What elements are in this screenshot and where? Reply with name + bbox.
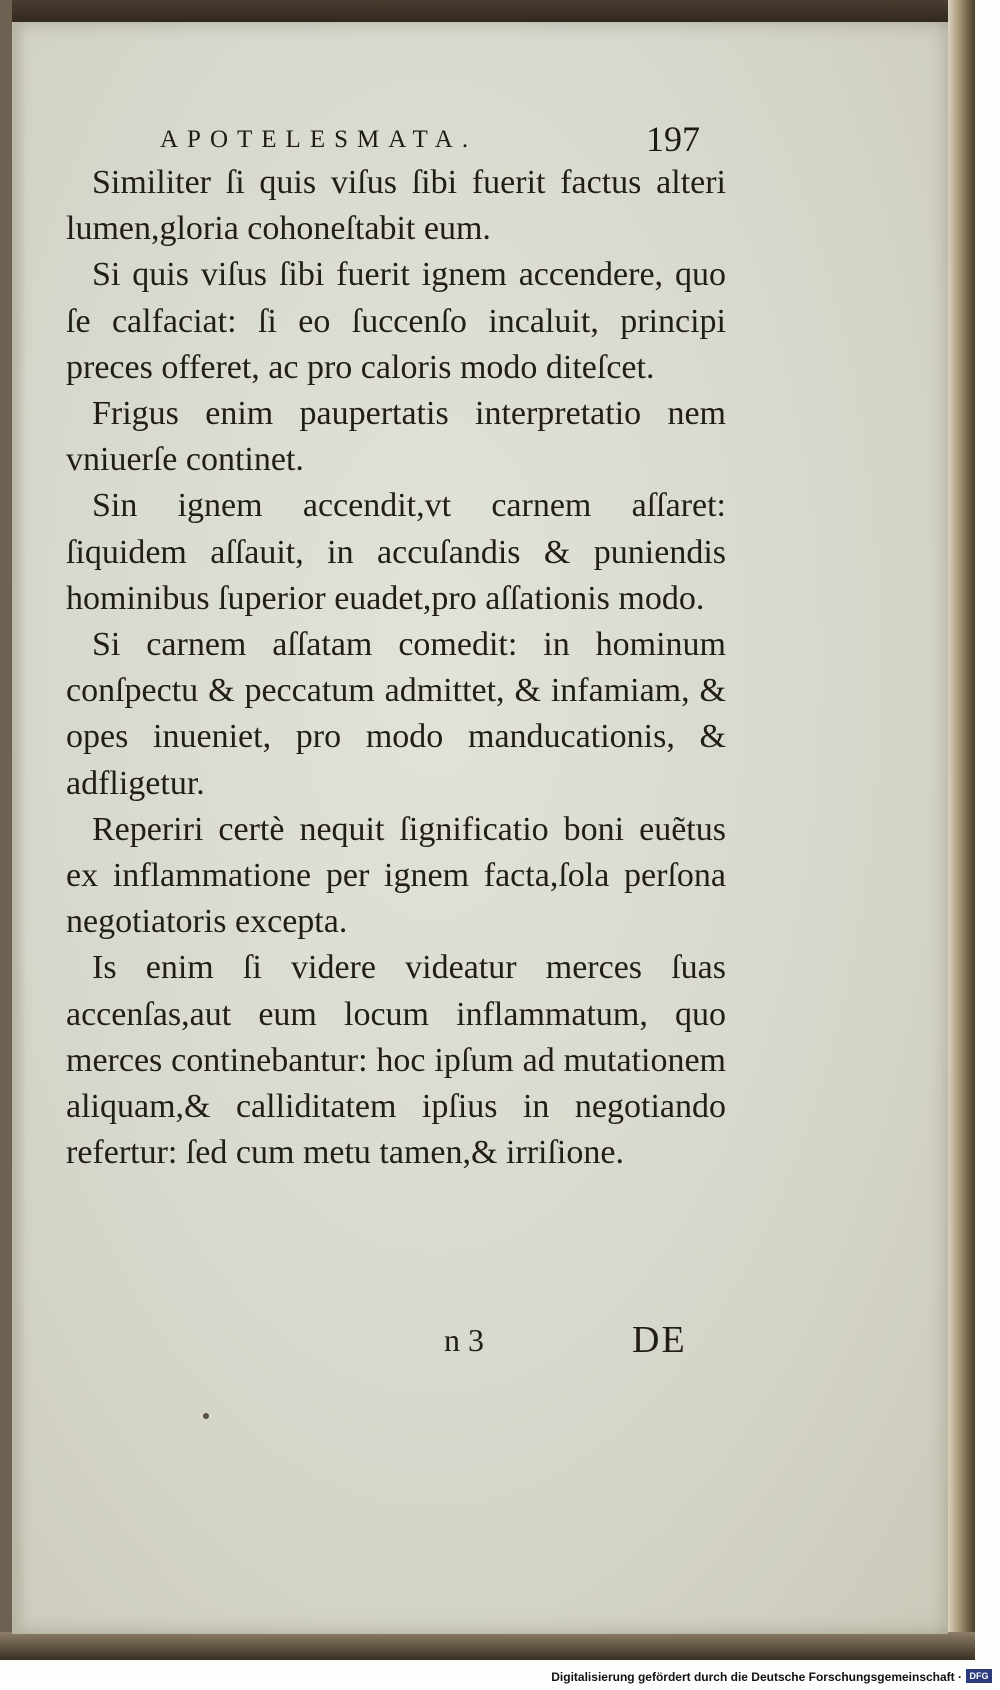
paragraph: Reperiri certè nequit ſignificatio boni euẽtus ex inflammatione per ignem facta,ſola perſona negotiatoris excepta. bbox=[66, 810, 726, 941]
digitization-credit-text: Digitalisierung gefördert durch die Deutsche Forschungsgemeinschaft · bbox=[551, 1670, 962, 1684]
paragraph: Si carnem aſſatam comedit: in hominum conſpectu & peccatum admittet, & infamiam, & opes inueniet, pro modo manducationis, & adfligetur. bbox=[66, 626, 726, 802]
page-gutter-shadow bbox=[12, 22, 26, 1634]
ink-speck bbox=[203, 1413, 209, 1419]
scan-border-left bbox=[0, 0, 12, 1660]
scan-border-bottom bbox=[0, 1632, 975, 1660]
paragraph: Frigus enim paupertatis interpretatio nem vniuerſe continet. bbox=[66, 395, 726, 479]
digitization-credit bbox=[540, 1669, 992, 1687]
paragraph: Sin ignem accendit,vt carnem aſſaret: ſiquidem aſſauit, in accuſandis & puniendis hominibus ſuperior euadet,pro aſſationis modo. bbox=[66, 487, 726, 617]
paragraph: Is enim ſi videre videatur merces ſuas accenſas,aut eum locum inflammatum, quo merces continebantur: hoc ipſum ad mutationem aliquam,& calliditatem ipſius in negotiando refertur: ſed cum metu tamen,& irriſione. bbox=[66, 949, 726, 1172]
catchword-line bbox=[400, 1318, 720, 1368]
paragraph: Si quis viſus ſibi fuerit ignem accendere, quo ſe calfaciat: ſi eo ſuccenſo incaluit, principi preces offeret, ac pro caloris modo diteſcet. bbox=[66, 256, 726, 386]
page-number: 197 bbox=[646, 119, 700, 159]
body-text bbox=[66, 160, 726, 1176]
paragraph: Similiter ſi quis viſus ſibi fuerit factus alteri lumen,gloria cohoneſtabit eum. bbox=[66, 164, 726, 248]
running-title: APOTELESMATA. bbox=[160, 126, 478, 153]
scan-border-top bbox=[0, 0, 975, 24]
signature-mark: n 3 bbox=[444, 1322, 484, 1358]
scan-border-right bbox=[948, 0, 975, 1660]
dfg-logo-icon: DFG bbox=[966, 1669, 992, 1683]
catchword: DE bbox=[632, 1319, 687, 1361]
running-head bbox=[150, 118, 710, 164]
